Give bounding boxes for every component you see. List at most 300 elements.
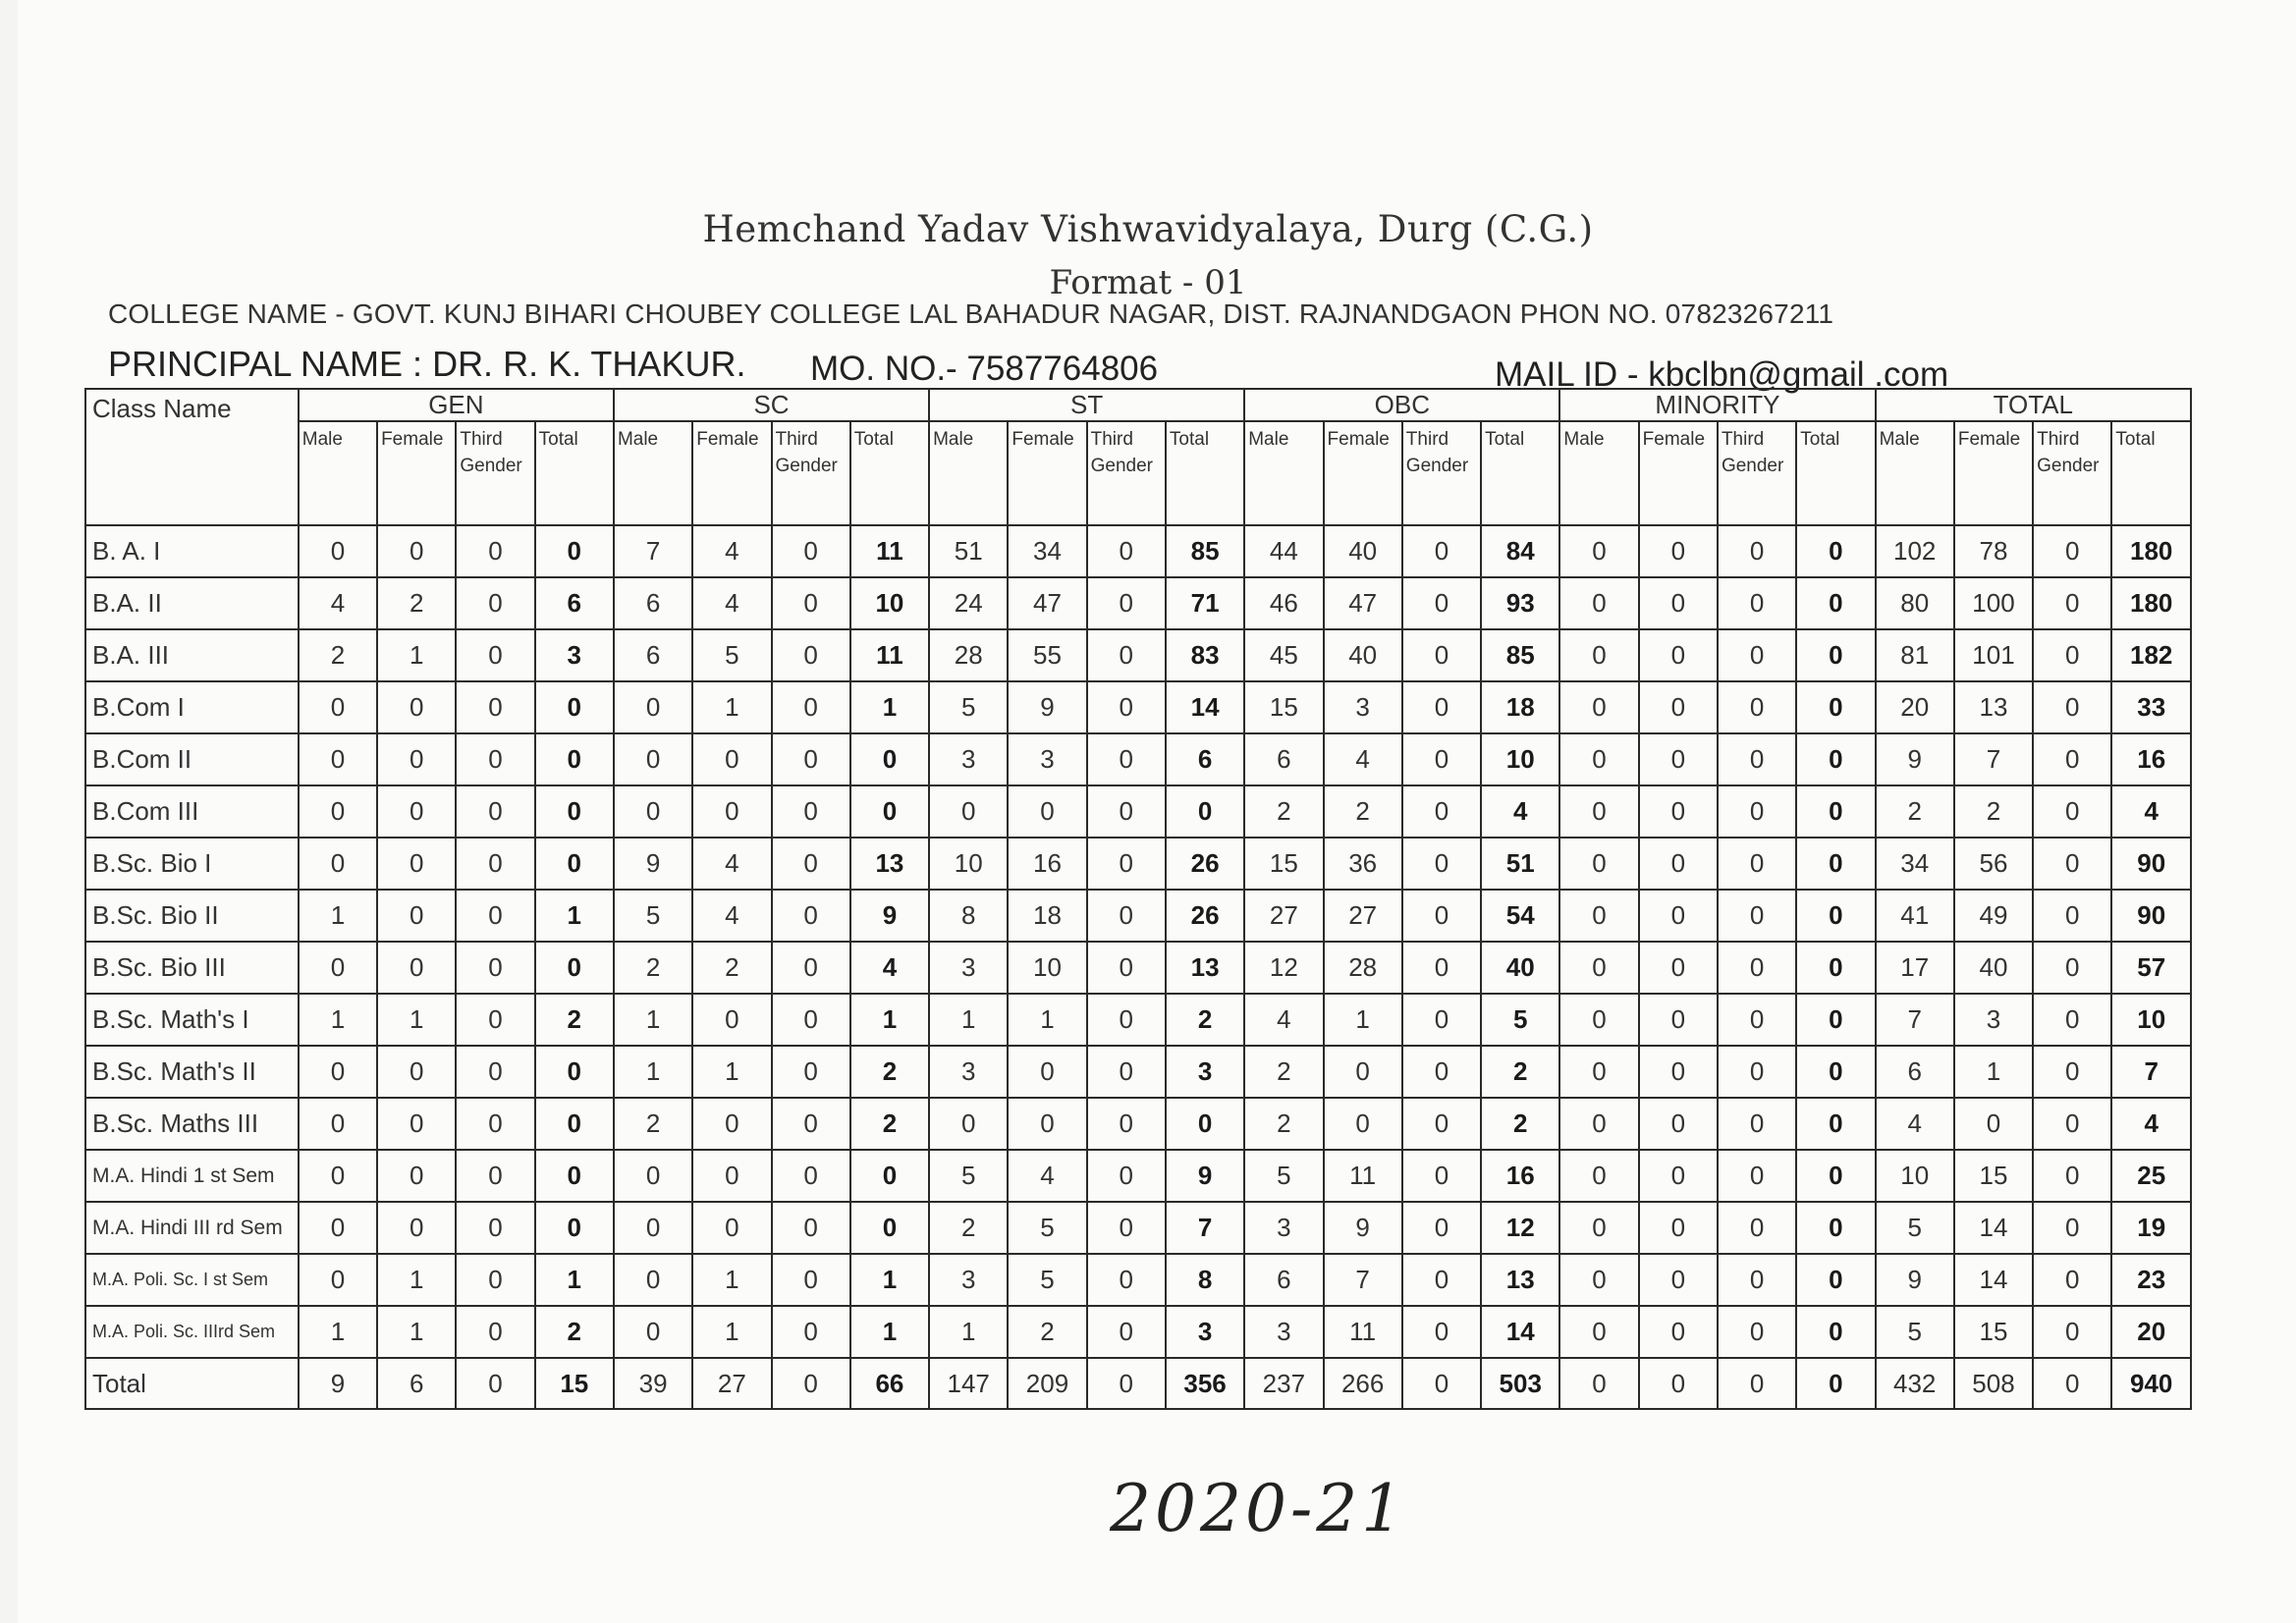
subcolumn-header: Third Gender xyxy=(772,421,850,525)
count-cell: 0 xyxy=(299,525,377,577)
count-cell: 2 xyxy=(929,1202,1008,1254)
count-cell: 237 xyxy=(1244,1358,1323,1409)
count-cell: 0 xyxy=(456,1202,534,1254)
count-cell: 0 xyxy=(1402,681,1481,733)
table-row xyxy=(85,785,2191,838)
count-cell: 0 xyxy=(1402,1358,1481,1409)
table-row xyxy=(85,838,2191,890)
count-cell: 0 xyxy=(2033,1046,2111,1098)
subcolumn-header: Total xyxy=(1481,421,1559,525)
total-cell: 3 xyxy=(1166,1046,1244,1098)
count-cell: 15 xyxy=(1954,1150,2033,1202)
count-cell: 0 xyxy=(2033,1358,2111,1409)
total-cell: 0 xyxy=(1796,994,1875,1046)
count-cell: 0 xyxy=(1402,838,1481,890)
count-cell: 16 xyxy=(1008,838,1086,890)
count-cell: 0 xyxy=(772,1358,850,1409)
subcolumn-header: Male xyxy=(1559,421,1638,525)
count-cell: 0 xyxy=(1402,785,1481,838)
total-cell: 1 xyxy=(850,1306,929,1358)
count-cell: 0 xyxy=(1639,1046,1718,1098)
subcolumn-header: Female xyxy=(377,421,456,525)
total-cell: 10 xyxy=(1481,733,1559,785)
class-name-cell: B.Com II xyxy=(85,733,299,785)
count-cell: 2 xyxy=(1954,785,2033,838)
count-cell: 40 xyxy=(1324,525,1402,577)
count-cell: 0 xyxy=(1718,681,1796,733)
count-cell: 0 xyxy=(1718,1150,1796,1202)
count-cell: 0 xyxy=(929,1098,1008,1150)
count-cell: 0 xyxy=(614,1202,692,1254)
count-cell: 36 xyxy=(1324,838,1402,890)
count-cell: 0 xyxy=(2033,1098,2111,1150)
count-cell: 0 xyxy=(1087,629,1166,681)
count-cell: 0 xyxy=(1639,785,1718,838)
count-cell: 46 xyxy=(1244,577,1323,629)
count-cell: 0 xyxy=(456,733,534,785)
count-cell: 6 xyxy=(614,577,692,629)
count-cell: 13 xyxy=(1954,681,2033,733)
count-cell: 0 xyxy=(377,733,456,785)
total-cell: 0 xyxy=(1796,890,1875,942)
subcolumn-header: Female xyxy=(1324,421,1402,525)
count-cell: 0 xyxy=(456,1150,534,1202)
count-cell: 0 xyxy=(1559,629,1638,681)
count-cell: 1 xyxy=(1954,1046,2033,1098)
count-cell: 0 xyxy=(772,577,850,629)
count-cell: 9 xyxy=(1324,1202,1402,1254)
total-cell: 6 xyxy=(535,577,614,629)
count-cell: 0 xyxy=(1639,838,1718,890)
total-cell: 1 xyxy=(535,890,614,942)
total-cell: 90 xyxy=(2111,838,2191,890)
total-cell: 0 xyxy=(535,785,614,838)
total-cell: 2 xyxy=(535,994,614,1046)
subcolumn-header: Total xyxy=(1166,421,1244,525)
count-cell: 1 xyxy=(377,629,456,681)
total-cell: 14 xyxy=(1481,1306,1559,1358)
count-cell: 24 xyxy=(929,577,1008,629)
total-cell: 0 xyxy=(1796,942,1875,994)
count-cell: 0 xyxy=(772,838,850,890)
class-name-cell: B.Sc. Maths III xyxy=(85,1098,299,1150)
total-cell: 84 xyxy=(1481,525,1559,577)
count-cell: 0 xyxy=(456,890,534,942)
count-cell: 0 xyxy=(692,733,771,785)
count-cell: 5 xyxy=(1244,1150,1323,1202)
class-name-cell: B.Sc. Bio II xyxy=(85,890,299,942)
count-cell: 4 xyxy=(1008,1150,1086,1202)
count-cell: 4 xyxy=(1324,733,1402,785)
count-cell: 0 xyxy=(1639,942,1718,994)
table-row xyxy=(85,577,2191,629)
count-cell: 0 xyxy=(1559,1306,1638,1358)
count-cell: 0 xyxy=(614,1254,692,1306)
count-cell: 0 xyxy=(1402,525,1481,577)
total-cell: 3 xyxy=(1166,1306,1244,1358)
count-cell: 27 xyxy=(1324,890,1402,942)
total-cell: 0 xyxy=(1796,681,1875,733)
total-cell: 7 xyxy=(2111,1046,2191,1098)
count-cell: 0 xyxy=(614,1150,692,1202)
count-cell: 0 xyxy=(1087,577,1166,629)
total-cell: 7 xyxy=(1166,1202,1244,1254)
count-cell: 0 xyxy=(772,629,850,681)
count-cell: 0 xyxy=(772,785,850,838)
total-cell: 1 xyxy=(850,681,929,733)
count-cell: 0 xyxy=(1402,1254,1481,1306)
count-cell: 1 xyxy=(1324,994,1402,1046)
subcolumn-header: Male xyxy=(1244,421,1323,525)
count-cell: 0 xyxy=(1639,1358,1718,1409)
count-cell: 508 xyxy=(1954,1358,2033,1409)
total-cell: 2 xyxy=(1481,1098,1559,1150)
count-cell: 0 xyxy=(1639,890,1718,942)
total-cell: 1 xyxy=(535,1254,614,1306)
count-cell: 0 xyxy=(1559,1150,1638,1202)
count-cell: 0 xyxy=(2033,890,2111,942)
table-row xyxy=(85,525,2191,577)
count-cell: 0 xyxy=(1087,1046,1166,1098)
count-cell: 0 xyxy=(1559,942,1638,994)
subcolumn-header: Total xyxy=(850,421,929,525)
total-cell: 0 xyxy=(1796,733,1875,785)
count-cell: 2 xyxy=(614,1098,692,1150)
total-cell: 0 xyxy=(535,1202,614,1254)
total-cell: 3 xyxy=(535,629,614,681)
count-cell: 0 xyxy=(1559,1046,1638,1098)
count-cell: 0 xyxy=(1559,1098,1638,1150)
total-cell: 2 xyxy=(1481,1046,1559,1098)
count-cell: 15 xyxy=(1954,1306,2033,1358)
count-cell: 0 xyxy=(377,1202,456,1254)
count-cell: 0 xyxy=(1639,1150,1718,1202)
count-cell: 0 xyxy=(2033,681,2111,733)
count-cell: 0 xyxy=(456,994,534,1046)
total-cell: 182 xyxy=(2111,629,2191,681)
table-row xyxy=(85,1306,2191,1358)
count-cell: 0 xyxy=(692,1098,771,1150)
total-cell: 16 xyxy=(2111,733,2191,785)
total-cell: 0 xyxy=(1796,785,1875,838)
count-cell: 40 xyxy=(1954,942,2033,994)
count-cell: 0 xyxy=(772,890,850,942)
count-cell: 0 xyxy=(377,525,456,577)
count-cell: 0 xyxy=(1718,525,1796,577)
total-cell: 16 xyxy=(1481,1150,1559,1202)
count-cell: 0 xyxy=(929,785,1008,838)
count-cell: 28 xyxy=(929,629,1008,681)
count-cell: 0 xyxy=(377,1046,456,1098)
count-cell: 3 xyxy=(929,942,1008,994)
class-name-cell: B.Sc. Bio I xyxy=(85,838,299,890)
count-cell: 18 xyxy=(1008,890,1086,942)
total-cell: 1 xyxy=(850,994,929,1046)
count-cell: 2 xyxy=(1008,1306,1086,1358)
count-cell: 7 xyxy=(614,525,692,577)
count-cell: 0 xyxy=(299,1098,377,1150)
subcolumn-header: Female xyxy=(1008,421,1086,525)
total-cell: 0 xyxy=(1796,1358,1875,1409)
total-cell: 0 xyxy=(850,1150,929,1202)
count-cell: 0 xyxy=(1008,785,1086,838)
count-cell: 0 xyxy=(1639,525,1718,577)
count-cell: 0 xyxy=(772,1150,850,1202)
total-cell: 10 xyxy=(850,577,929,629)
total-cell: 0 xyxy=(535,1150,614,1202)
count-cell: 0 xyxy=(772,1254,850,1306)
count-cell: 0 xyxy=(1402,629,1481,681)
subcolumn-header: Male xyxy=(1876,421,1954,525)
count-cell: 0 xyxy=(2033,785,2111,838)
class-name-cell: B.Sc. Bio III xyxy=(85,942,299,994)
count-cell: 7 xyxy=(1954,733,2033,785)
subcolumn-header: Total xyxy=(535,421,614,525)
count-cell: 0 xyxy=(456,577,534,629)
total-cell: 0 xyxy=(535,1098,614,1150)
count-cell: 3 xyxy=(929,1254,1008,1306)
subcolumn-header: Total xyxy=(1796,421,1875,525)
total-cell: 180 xyxy=(2111,577,2191,629)
count-cell: 2 xyxy=(614,942,692,994)
count-cell: 0 xyxy=(614,785,692,838)
count-cell: 2 xyxy=(1244,1046,1323,1098)
class-name-cell: B.Sc. Math's I xyxy=(85,994,299,1046)
count-cell: 3 xyxy=(1954,994,2033,1046)
count-cell: 0 xyxy=(456,1098,534,1150)
count-cell: 0 xyxy=(1718,890,1796,942)
count-cell: 0 xyxy=(1718,994,1796,1046)
count-cell: 14 xyxy=(1954,1202,2033,1254)
table-row xyxy=(85,1202,2191,1254)
total-cell: 0 xyxy=(850,733,929,785)
total-cell: 0 xyxy=(1796,1046,1875,1098)
count-cell: 15 xyxy=(1244,681,1323,733)
total-cell: 0 xyxy=(1796,1306,1875,1358)
count-cell: 56 xyxy=(1954,838,2033,890)
count-cell: 3 xyxy=(1244,1202,1323,1254)
count-cell: 0 xyxy=(1324,1098,1402,1150)
count-cell: 0 xyxy=(2033,1150,2111,1202)
count-cell: 0 xyxy=(1087,1202,1166,1254)
count-cell: 80 xyxy=(1876,577,1954,629)
count-cell: 6 xyxy=(1244,733,1323,785)
total-cell: 13 xyxy=(850,838,929,890)
count-cell: 0 xyxy=(1718,1306,1796,1358)
count-cell: 34 xyxy=(1876,838,1954,890)
count-cell: 0 xyxy=(1639,1202,1718,1254)
count-cell: 0 xyxy=(1718,1202,1796,1254)
total-cell: 57 xyxy=(2111,942,2191,994)
total-cell: 2 xyxy=(535,1306,614,1358)
total-cell: 11 xyxy=(850,525,929,577)
count-cell: 0 xyxy=(1559,994,1638,1046)
count-cell: 0 xyxy=(1718,1098,1796,1150)
count-cell: 0 xyxy=(1559,890,1638,942)
group-header: TOTAL xyxy=(1876,389,2191,421)
total-cell: 66 xyxy=(850,1358,929,1409)
total-cell: 19 xyxy=(2111,1202,2191,1254)
university-title: Hemchand Yadav Vishwavidyalaya, Durg (C.G.) xyxy=(702,208,1594,250)
count-cell: 3 xyxy=(1244,1306,1323,1358)
count-cell: 3 xyxy=(1008,733,1086,785)
count-cell: 0 xyxy=(456,785,534,838)
subcolumn-header: Male xyxy=(929,421,1008,525)
count-cell: 0 xyxy=(377,1098,456,1150)
count-cell: 4 xyxy=(692,525,771,577)
count-cell: 0 xyxy=(1718,838,1796,890)
count-cell: 0 xyxy=(2033,1202,2111,1254)
total-cell: 4 xyxy=(2111,1098,2191,1150)
total-cell: 13 xyxy=(1481,1254,1559,1306)
total-cell: 20 xyxy=(2111,1306,2191,1358)
count-cell: 0 xyxy=(2033,577,2111,629)
total-cell: 83 xyxy=(1166,629,1244,681)
count-cell: 0 xyxy=(692,1202,771,1254)
count-cell: 0 xyxy=(1639,577,1718,629)
count-cell: 0 xyxy=(1087,1098,1166,1150)
count-cell: 0 xyxy=(377,681,456,733)
count-cell: 7 xyxy=(1324,1254,1402,1306)
count-cell: 0 xyxy=(299,733,377,785)
count-cell: 0 xyxy=(299,785,377,838)
count-cell: 0 xyxy=(692,994,771,1046)
count-cell: 0 xyxy=(772,681,850,733)
total-cell: 11 xyxy=(850,629,929,681)
count-cell: 0 xyxy=(456,942,534,994)
total-cell: 2 xyxy=(850,1098,929,1150)
count-cell: 0 xyxy=(614,733,692,785)
class-name-cell: Total xyxy=(85,1358,299,1409)
handwritten-year: 2020-21 xyxy=(1110,1471,1407,1546)
table-header xyxy=(85,389,2191,525)
college-name-line: COLLEGE NAME - GOVT. KUNJ BIHARI CHOUBEY COLLEGE LAL BAHADUR NAGAR, DIST. RAJNANDGAON PHON NO. 07823267211 xyxy=(108,298,1834,329)
count-cell: 1 xyxy=(299,890,377,942)
table-body xyxy=(85,525,2191,1409)
count-cell: 0 xyxy=(1402,994,1481,1046)
class-name-cell: M.A. Hindi 1 st Sem xyxy=(85,1150,299,1202)
count-cell: 11 xyxy=(1324,1150,1402,1202)
count-cell: 0 xyxy=(1559,1254,1638,1306)
count-cell: 0 xyxy=(772,1306,850,1358)
count-cell: 0 xyxy=(1718,1358,1796,1409)
total-cell: 12 xyxy=(1481,1202,1559,1254)
count-cell: 0 xyxy=(1087,1150,1166,1202)
count-cell: 0 xyxy=(2033,733,2111,785)
count-cell: 0 xyxy=(772,1098,850,1150)
mail-id: MAIL ID - kbclbn@gmail .com xyxy=(1495,355,1949,394)
count-cell: 10 xyxy=(929,838,1008,890)
total-cell: 9 xyxy=(1166,1150,1244,1202)
total-cell: 0 xyxy=(1796,1150,1875,1202)
count-cell: 8 xyxy=(929,890,1008,942)
class-name-cell: B.Com I xyxy=(85,681,299,733)
subcolumn-header: Female xyxy=(1954,421,2033,525)
count-cell: 0 xyxy=(1402,890,1481,942)
class-name-cell: M.A. Poli. Sc. IIIrd Sem xyxy=(85,1306,299,1358)
class-name-cell: B.Com III xyxy=(85,785,299,838)
count-cell: 10 xyxy=(1008,942,1086,994)
class-name-cell: B.Sc. Math's II xyxy=(85,1046,299,1098)
subcolumn-header: Third Gender xyxy=(1087,421,1166,525)
count-cell: 0 xyxy=(456,1254,534,1306)
count-cell: 0 xyxy=(299,838,377,890)
count-cell: 0 xyxy=(1559,733,1638,785)
count-cell: 0 xyxy=(1639,629,1718,681)
count-cell: 0 xyxy=(1402,1150,1481,1202)
count-cell: 0 xyxy=(1559,577,1638,629)
count-cell: 4 xyxy=(1876,1098,1954,1150)
count-cell: 47 xyxy=(1324,577,1402,629)
count-cell: 0 xyxy=(1087,525,1166,577)
total-cell: 0 xyxy=(1166,785,1244,838)
count-cell: 0 xyxy=(299,1254,377,1306)
group-header: MINORITY xyxy=(1559,389,1875,421)
total-cell: 85 xyxy=(1166,525,1244,577)
count-cell: 0 xyxy=(1639,733,1718,785)
count-cell: 147 xyxy=(929,1358,1008,1409)
count-cell: 0 xyxy=(1087,890,1166,942)
group-header: ST xyxy=(929,389,1244,421)
count-cell: 1 xyxy=(614,1046,692,1098)
total-cell: 0 xyxy=(535,838,614,890)
count-cell: 9 xyxy=(1876,733,1954,785)
count-cell: 15 xyxy=(1244,838,1323,890)
count-cell: 12 xyxy=(1244,942,1323,994)
count-cell: 0 xyxy=(456,838,534,890)
count-cell: 14 xyxy=(1954,1254,2033,1306)
count-cell: 0 xyxy=(772,994,850,1046)
count-cell: 0 xyxy=(1559,785,1638,838)
count-cell: 0 xyxy=(456,525,534,577)
count-cell: 10 xyxy=(1876,1150,1954,1202)
count-cell: 0 xyxy=(1639,994,1718,1046)
count-cell: 39 xyxy=(614,1358,692,1409)
count-cell: 78 xyxy=(1954,525,2033,577)
group-header: SC xyxy=(614,389,929,421)
count-cell: 17 xyxy=(1876,942,1954,994)
total-cell: 13 xyxy=(1166,942,1244,994)
total-cell: 2 xyxy=(1166,994,1244,1046)
count-cell: 5 xyxy=(1008,1254,1086,1306)
count-cell: 2 xyxy=(377,577,456,629)
count-cell: 1 xyxy=(692,1046,771,1098)
count-cell: 2 xyxy=(1244,1098,1323,1150)
count-cell: 0 xyxy=(456,1306,534,1358)
count-cell: 1 xyxy=(692,681,771,733)
total-cell: 40 xyxy=(1481,942,1559,994)
count-cell: 0 xyxy=(1008,1098,1086,1150)
count-cell: 0 xyxy=(1087,1306,1166,1358)
count-cell: 0 xyxy=(1718,785,1796,838)
count-cell: 0 xyxy=(299,1150,377,1202)
count-cell: 1 xyxy=(692,1306,771,1358)
count-cell: 100 xyxy=(1954,577,2033,629)
count-cell: 0 xyxy=(2033,838,2111,890)
count-cell: 47 xyxy=(1008,577,1086,629)
count-cell: 49 xyxy=(1954,890,2033,942)
count-cell: 5 xyxy=(1876,1202,1954,1254)
count-cell: 0 xyxy=(1087,1254,1166,1306)
count-cell: 0 xyxy=(299,1046,377,1098)
count-cell: 5 xyxy=(692,629,771,681)
count-cell: 27 xyxy=(1244,890,1323,942)
count-cell: 102 xyxy=(1876,525,1954,577)
total-cell: 4 xyxy=(2111,785,2191,838)
count-cell: 1 xyxy=(1008,994,1086,1046)
total-cell: 0 xyxy=(1166,1098,1244,1150)
total-cell: 0 xyxy=(535,525,614,577)
